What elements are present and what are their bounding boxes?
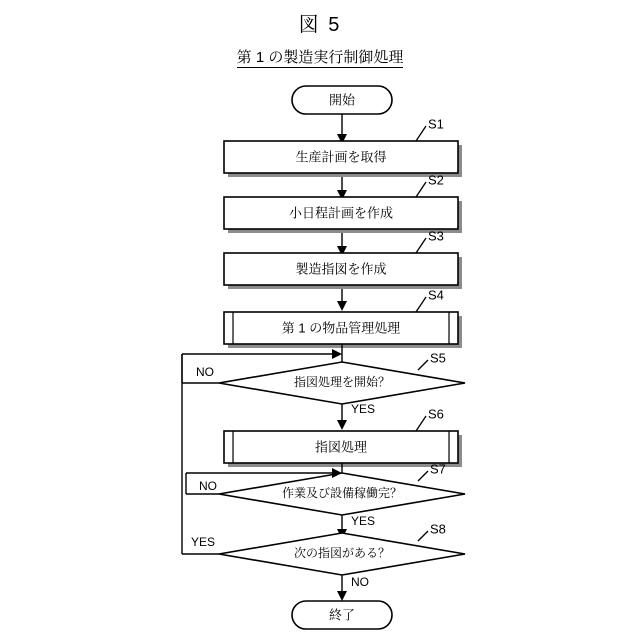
node-s4-label: 第 1 の物品管理処理 <box>281 320 401 336</box>
step-label-s7: S7 <box>430 461 446 477</box>
node-start-label: 開始 <box>328 92 356 108</box>
step-label-s5: S5 <box>430 350 446 366</box>
edge-label-s5-yes: YES <box>351 402 376 417</box>
edge-s8-yes <box>182 354 219 554</box>
node-s3-label: 製造指図を作成 <box>295 261 387 277</box>
node-s2 <box>224 172 462 233</box>
edge-label-s8-yes: YES <box>191 535 216 550</box>
edge-label-s7-yes: YES <box>351 514 376 529</box>
node-end-label: 終了 <box>328 607 356 623</box>
step-label-s2: S2 <box>428 172 444 188</box>
step-label-s3: S3 <box>428 228 444 244</box>
step-label-s4: S4 <box>428 287 444 303</box>
node-s3 <box>224 228 462 289</box>
node-s5-label: 指図処理を開始？ <box>293 375 391 390</box>
node-s8-label: 次の指図がある？ <box>293 546 391 561</box>
edge-label-s7-no: NO <box>199 479 217 494</box>
node-end <box>292 601 392 629</box>
node-s4 <box>224 287 462 348</box>
step-label-s6: S6 <box>428 406 444 422</box>
edge-label-s5-no: NO <box>196 365 214 380</box>
figure-number: 図 5 <box>298 14 342 36</box>
node-s2-label: 小日程計画を作成 <box>288 205 394 221</box>
step-label-s8: S8 <box>430 521 446 537</box>
node-s6 <box>224 406 462 467</box>
edge-s8-no <box>337 575 369 601</box>
edge-label-s8-no: NO <box>351 575 369 590</box>
node-s1 <box>224 116 462 177</box>
edge-s3-s4 <box>337 289 347 311</box>
edge-s5-yes <box>337 402 375 430</box>
node-s7-label: 作業及び設備稼働完？ <box>281 486 403 501</box>
edge-start-s1 <box>337 114 347 144</box>
node-s1-label: 生産計画を取得 <box>295 149 387 165</box>
flowchart-title-text: 第 1 の製造実行制御処理 <box>236 49 404 66</box>
step-label-s1: S1 <box>428 116 444 132</box>
node-s6-label: 指図処理 <box>314 439 368 455</box>
node-start <box>292 86 392 114</box>
